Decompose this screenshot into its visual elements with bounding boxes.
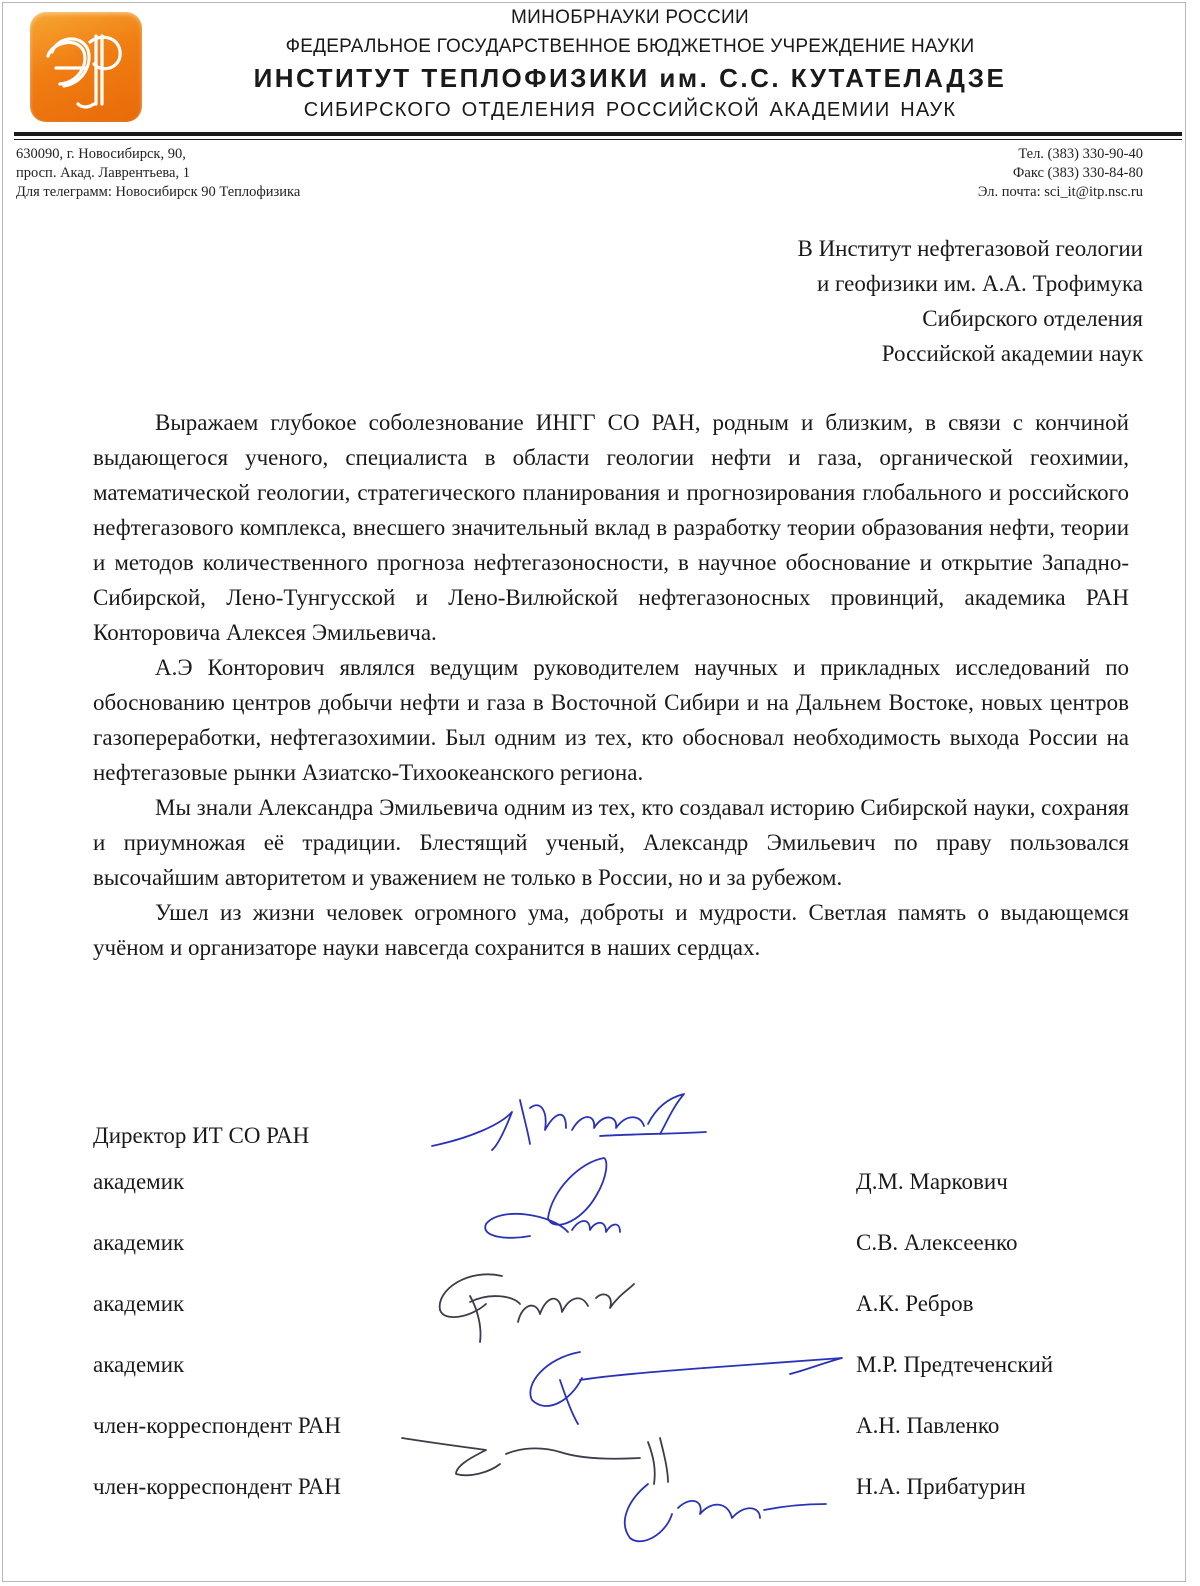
ministry-name: МИНОБРНАУКИ РОССИИ bbox=[511, 7, 749, 28]
institute-branch: СИБИРСКОГО ОТДЕЛЕНИЯ РОССИЙСКОЙ АКАДЕМИИ НАУК bbox=[303, 99, 957, 121]
telegram-address: Для телеграмм: Новосибирск 90 Теплофизика bbox=[16, 184, 301, 200]
signatory-name: М.Р. Предтеченский bbox=[856, 1352, 1054, 1377]
email-address[interactable]: Эл. почта: sci_it@itp.nsc.ru bbox=[977, 184, 1143, 200]
signatory-title: академик bbox=[93, 1291, 185, 1316]
signatory-name: А.К. Ребров bbox=[856, 1291, 974, 1316]
address-line: просп. Акад. Лаврентьева, 1 bbox=[16, 165, 190, 181]
letter-body bbox=[93, 405, 1129, 965]
institute-logo bbox=[30, 12, 142, 122]
body-paragraph: А.Э Конторович являлся ведущим руководителем научных и прикладных исследований по обоснованию центров добычи нефти и газа в Восточной Сибири и на Дальнем Востоке, новых центров газопереработки, нефтегазохимии. Был одним из тех, кто обосновал необходимость выхода России на нефтегазовые рынки Азиатско-Тихоокеанского региона. bbox=[93, 655, 1129, 785]
signatory-name: С.В. Алексеенко bbox=[856, 1230, 1018, 1255]
addressee-line: В Институт нефтегазовой геологии bbox=[797, 236, 1143, 261]
addressee-line: и геофизики им. А.А. Трофимука bbox=[816, 271, 1143, 296]
addressee-line: Сибирского отделения bbox=[922, 306, 1143, 331]
addressee-line: Российской академии наук bbox=[881, 341, 1143, 366]
signatory-title: академик bbox=[93, 1230, 185, 1255]
signatory-title: член-корреспондент РАН bbox=[93, 1474, 341, 1499]
body-paragraph: Ушел из жизни человек огромного ума, доброты и мудрости. Светлая память о выдающемся учёном и организаторе науки навсегда сохранится в наших сердцах. bbox=[93, 900, 1129, 960]
logo-monogram-icon bbox=[30, 12, 142, 122]
postal-address-block bbox=[16, 145, 300, 202]
header-divider-thin bbox=[14, 139, 1182, 140]
signatory-title: Директор ИТ СО РАН bbox=[93, 1123, 310, 1148]
addressee-block bbox=[797, 231, 1143, 371]
fax-number: Факс (383) 330-84-80 bbox=[1012, 165, 1143, 181]
signatory-name: Д.М. Маркович bbox=[856, 1169, 1008, 1194]
signatory-title: академик bbox=[93, 1169, 185, 1194]
organization-type: ФЕДЕРАЛЬНОЕ ГОСУДАРСТВЕННОЕ БЮДЖЕТНОЕ УЧРЕЖДЕНИЕ НАУКИ bbox=[285, 36, 975, 57]
signatory-name: Н.А. Прибатурин bbox=[856, 1474, 1026, 1499]
contact-info-block bbox=[978, 145, 1143, 202]
header-divider-thick bbox=[14, 132, 1182, 136]
phone-number: Тел. (383) 330-90-40 bbox=[1018, 146, 1143, 162]
signatory-name: А.Н. Павленко bbox=[856, 1413, 1000, 1438]
address-line: 630090, г. Новосибирск, 90, bbox=[16, 146, 186, 162]
body-paragraph: Мы знали Александра Эмильевича одним из тех, кто создавал историю Сибирской науки, сохраняя и приумножая её традиции. Блестящий ученый, Александр Эмильевич по праву пользовался высочайшим авторитетом и уважением не только в России, но и за рубежом. bbox=[93, 795, 1129, 890]
signatory-title: академик bbox=[93, 1352, 185, 1377]
signatory-title: член-корреспондент РАН bbox=[93, 1413, 341, 1438]
institute-name: ИНСТИТУТ ТЕПЛОФИЗИКИ им. С.С. КУТАТЕЛАДЗЕ bbox=[253, 63, 1007, 93]
body-paragraph: Выражаем глубокое соболезнование ИНГГ СО РАН, родным и близким, в связи с кончиной выдающегося ученого, специалиста в области геологии нефти и газа, органической геохимии, математической геологии, стратегического планирования и прогнозирования глобального и российского нефтегазового комплекса, внесшего значительный вклад в разработку теории образования нефти, теории и методов количественного прогноза нефтегазоносности, в научное обоснование и открытие Западно-Сибирской, Лено-Тунгусской и Лено-Вилюйской нефтегазоносных провинций, академика РАН Конторовича Алексея Эмильевича. bbox=[93, 410, 1129, 645]
